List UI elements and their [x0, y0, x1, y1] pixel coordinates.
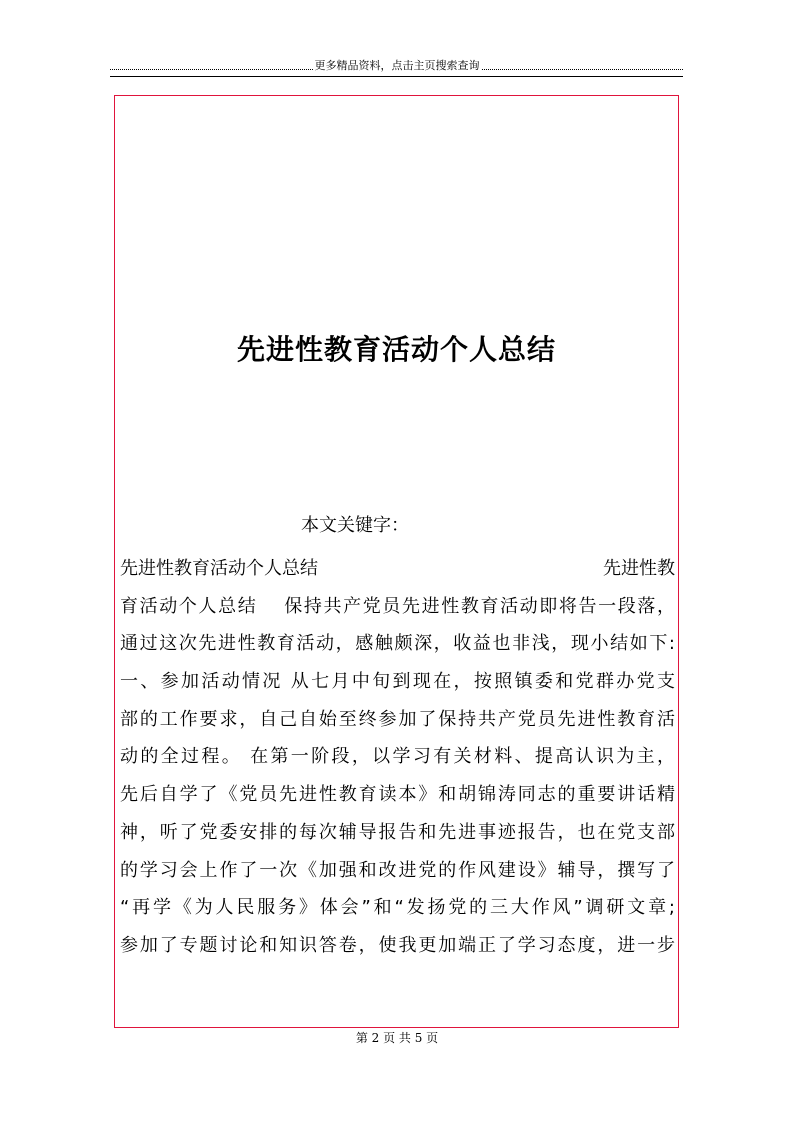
- body-line: 通过这次先进性教育活动，感触颇深，收益也非浅，现小结如下:: [120, 633, 675, 655]
- document-body: [120, 550, 675, 965]
- body-line: 一、参加活动情况 从七月中旬到现在，按照镇委和党群办党支: [120, 671, 675, 693]
- body-line: 神，听了党委安排的每次辅导报告和先进事迹报告，也在党支部: [120, 821, 675, 843]
- page-header: [0, 59, 794, 73]
- page-header-text: 更多精品资料，点击主页搜索查询: [314, 59, 480, 72]
- keyword-line: [120, 550, 675, 588]
- page-footer: 第 2 页 共 5 页: [355, 1031, 439, 1045]
- body-line: 参加了专题讨论和知识答卷，使我更加端正了学习态度，进一步: [120, 934, 675, 956]
- body-line: “再学《为人民服务》体会”和“发扬党的三大作风”调研文章;: [120, 897, 675, 919]
- body-line: 动的全过程。 在第一阶段，以学习有关材料、提高认识为主，: [120, 746, 675, 768]
- keywords-label: 本文关键字：: [301, 515, 409, 536]
- body-line: 先后自学了《党员先进性教育读本》和胡锦涛同志的重要讲话精: [120, 784, 675, 806]
- body-line: 部的工作要求，自己自始至终参加了保持共产党员先进性教育活: [120, 708, 675, 730]
- body-line: 育活动个人总结 保持共产党员先进性教育活动即将告一段落，: [120, 595, 675, 617]
- keyword-left: 先进性教育活动个人总结: [120, 558, 318, 579]
- keyword-right: 先进性教: [603, 558, 675, 579]
- header-solid-rule: [110, 76, 683, 77]
- document-title: 先进性教育活动个人总结: [236, 333, 556, 366]
- body-line: 的学习会上作了一次《加强和改进党的作风建设》辅导，撰写了: [120, 859, 675, 881]
